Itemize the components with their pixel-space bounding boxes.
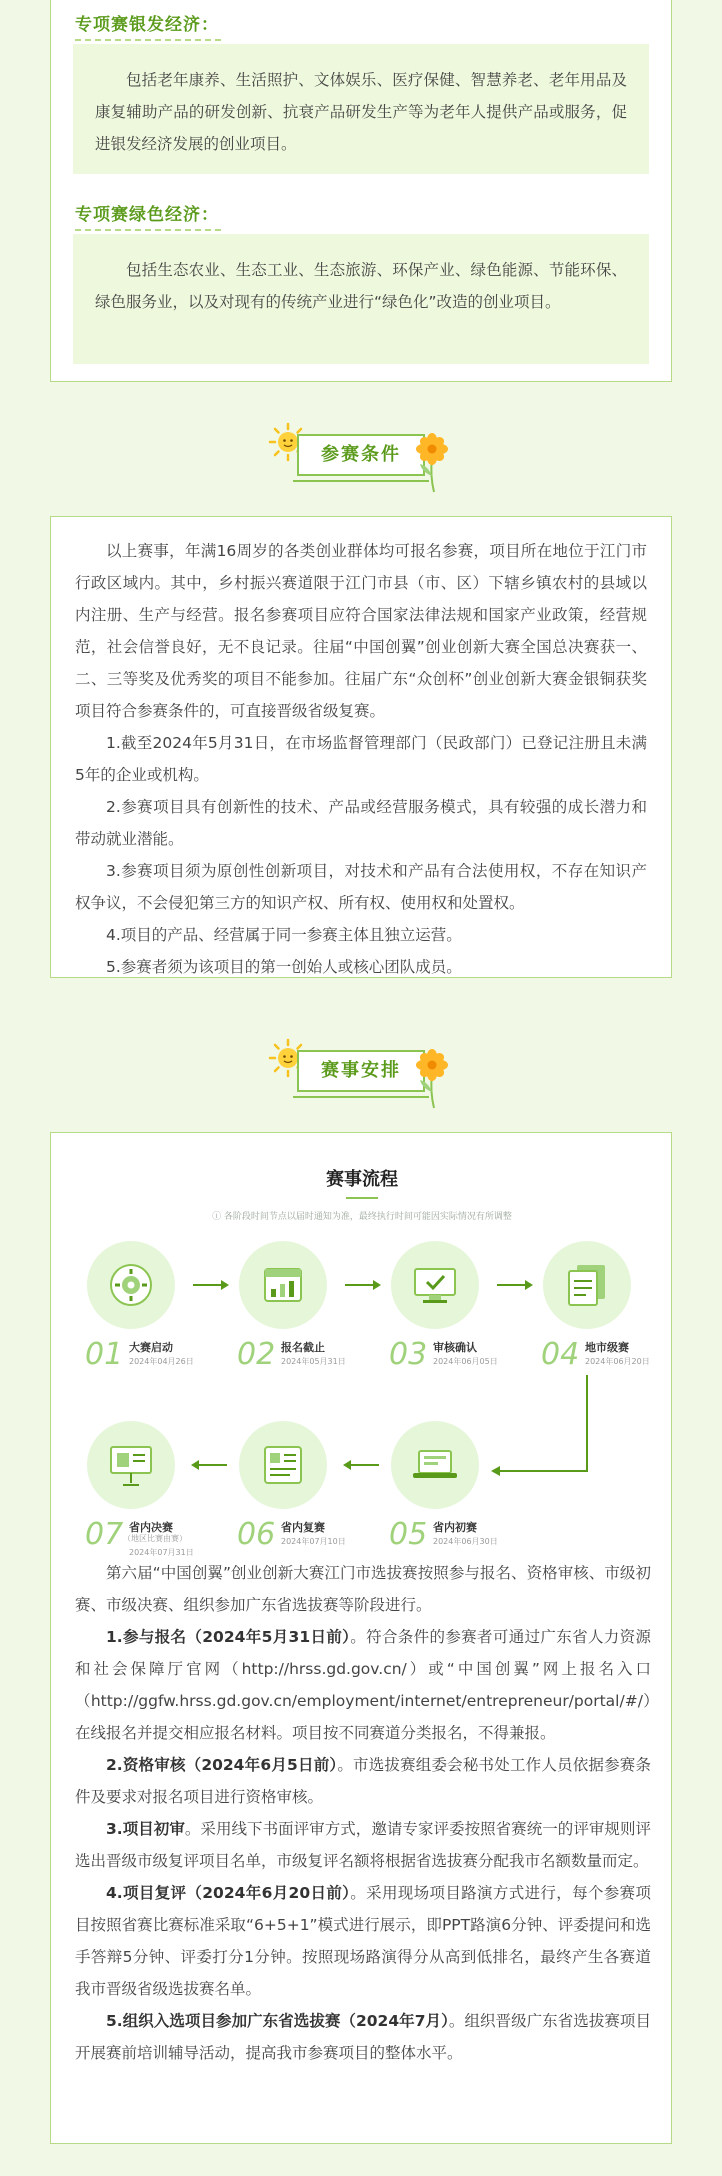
monitor-check-icon [391, 1241, 479, 1329]
flow-step-02 [237, 1241, 367, 1371]
step-number: 01 [85, 1337, 124, 1372]
flow-title: 赛事流程 [326, 1169, 398, 1190]
step-date: 2024年04月26日 [129, 1357, 194, 1366]
step-number: 07 [85, 1517, 124, 1552]
step-name: 地市级赛 [585, 1341, 629, 1354]
report-board-icon [239, 1421, 327, 1509]
schedule-panel [50, 1132, 672, 2144]
flow-step-06 [237, 1421, 367, 1551]
flow-note: ⓘ 各阶段时间节点以届时通知为准，最终执行时间可能因实际情况有所调整 [212, 1212, 512, 1222]
flow-step-03 [389, 1241, 519, 1371]
flow-step-04 [541, 1241, 671, 1371]
schedule-title-block [0, 1034, 722, 1114]
step-number: 02 [237, 1337, 276, 1372]
step-date: 2024年06月05日 [433, 1357, 498, 1366]
step-date: 2024年07月10日 [281, 1537, 346, 1546]
silver-economy-box [73, 44, 649, 174]
step-date: 2024年07月31日 [129, 1548, 194, 1557]
calendar-chart-icon [239, 1241, 327, 1329]
arrow-right-icon [193, 1279, 229, 1291]
document-stack-icon [543, 1241, 631, 1329]
step-name: 省内初赛 [433, 1521, 477, 1534]
conditions-item-5: 5.参赛者须为该项目的第一创始人或核心团队成员。 [106, 958, 462, 976]
schedule-item-2: 2.资格审核（2024年6月5日前）。市选拔赛组委会秘书处工作人员依据参赛条件及要求对报名项目进行资格审核。 [75, 1756, 651, 1806]
conditions-item-3: 3.参赛项目须为原创性创新项目，对技术和产品有合法使用权，不存在知识产权争议，不会侵犯第三方的知识产权、所有权、使用权和处置权。 [75, 862, 647, 912]
flower-icon [414, 1048, 450, 1110]
step-number: 04 [541, 1337, 580, 1372]
rocket-gear-icon [87, 1241, 175, 1329]
silver-economy-heading: 专项赛银发经济： [75, 10, 219, 35]
step-name: 报名截止 [281, 1341, 325, 1354]
green-economy-box [73, 234, 649, 364]
flow-step-05 [389, 1421, 519, 1551]
step-number: 06 [237, 1517, 276, 1552]
conditions-title-block [0, 418, 722, 498]
presentation-icon [87, 1421, 175, 1509]
schedule-title: 赛事安排 [297, 1050, 425, 1092]
conditions-paragraph: 以上赛事，年满16周岁的各类创业群体均可报名参赛，项目所在地位于江门市行政区域内。其中，乡村振兴赛道限于江门市县（市、区）下辖乡镇农村的县域以内注册、生产与经营。报名参赛项目应符合国家法律法规和国家产业政策，经营规范，社会信誉良好，无不良记录。往届“中国创翼”创业创新大赛全国总决赛获一、二、三等奖及优秀奖的项目不能参加。往届广东“众创杯”创业创新大赛金银铜获奖项目符合参赛条件的，可直接晋级省级复赛。 [75, 542, 647, 720]
arrow-right-icon [345, 1279, 381, 1291]
step-date: 2024年05月31日 [281, 1357, 346, 1366]
arrow-right-icon [497, 1279, 533, 1291]
step-name: 大赛启动 [129, 1341, 173, 1354]
step-date: 2024年06月30日 [433, 1537, 498, 1546]
step-name: 省内复赛 [281, 1521, 325, 1534]
schedule-text [75, 1557, 651, 2069]
conditions-item-2: 2.参赛项目具有创新性的技术、产品或经营服务模式，具有较强的成长潜力和带动就业潜能。 [75, 798, 647, 848]
special-tracks-panel [50, 0, 672, 382]
step-name: 省内决赛 [129, 1521, 173, 1534]
step-number: 03 [389, 1337, 428, 1372]
schedule-intro: 第六届“中国创翼”创业创新大赛江门市选拔赛按照参与报名、资格审核、市级初赛、市级决赛、组织参加广东省选拔赛等阶段进行。 [75, 1564, 651, 1614]
green-economy-heading: 专项赛绿色经济： [75, 200, 219, 225]
laptop-icon [391, 1421, 479, 1509]
conditions-title: 参赛条件 [297, 434, 425, 476]
conditions-panel [50, 516, 672, 978]
flow-step-07 [85, 1421, 215, 1557]
step-date: 2024年06月20日 [585, 1357, 650, 1366]
flow-title-underline [346, 1197, 378, 1199]
step-number: 05 [389, 1517, 428, 1552]
schedule-item-5: 5.组织入选项目参加广东省选拔赛（2024年7月）。组织晋级广东省选拔赛项目开展赛前培训辅导活动，提高我市参赛项目的整体水平。 [75, 2012, 651, 2062]
schedule-item-1: 1.参与报名（2024年5月31日前）。符合条件的参赛者可通过广东省人力资源和社会保障厅官网（http://hrss.gd.gov.cn/）或“中国创翼”网上报名入口（http://ggfw.hrss.gd.gov.cn/employment/internet/entrepreneur/portal/#/）在线报名并提交相应报名材料。项目按不同赛道分类报名，不得兼报。 [75, 1628, 651, 1742]
conditions-item-1: 1.截至2024年5月31日，在市场监督管理部门（民政部门）已登记注册且未满5年的企业或机构。 [75, 734, 647, 784]
conditions-item-4: 4.项目的产品、经营属于同一参赛主体且独立运营。 [106, 926, 462, 944]
schedule-item-4: 4.项目复评（2024年6月20日前）。采用现场项目路演方式进行，每个参赛项目按照省赛比赛标准采取“6+5+1”模式进行展示，即PPT路演6分钟、评委提问和选手答辩5分钟、评委打分1分钟。按照现场路演得分从高到低排名，最终产生各赛道我市晋级省级选拔赛名单。 [75, 1884, 651, 1998]
green-economy-text: 包括生态农业、生态工业、生态旅游、环保产业、绿色能源、节能环保、绿色服务业，以及对现有的传统产业进行“绿色化”改造的创业项目。 [95, 261, 627, 311]
schedule-item-3: 3.项目初审。采用线下书面评审方式，邀请专家评委按照省赛统一的评审规则评选出晋级市级复评项目名单，市级复评名额将根据省选拔赛分配我市名额数量而定。 [75, 1820, 651, 1870]
silver-economy-text: 包括老年康养、生活照护、文体娱乐、医疗保健、智慧养老、老年用品及康复辅助产品的研发创新、抗衰产品研发生产等为老年人提供产品或服务，促进银发经济发展的创业项目。 [95, 71, 627, 153]
flow-step-01 [85, 1241, 215, 1371]
step-name: 审核确认 [433, 1341, 477, 1354]
flower-icon [414, 432, 450, 494]
step-subtitle: （地区比赛由赛） [123, 1534, 187, 1543]
